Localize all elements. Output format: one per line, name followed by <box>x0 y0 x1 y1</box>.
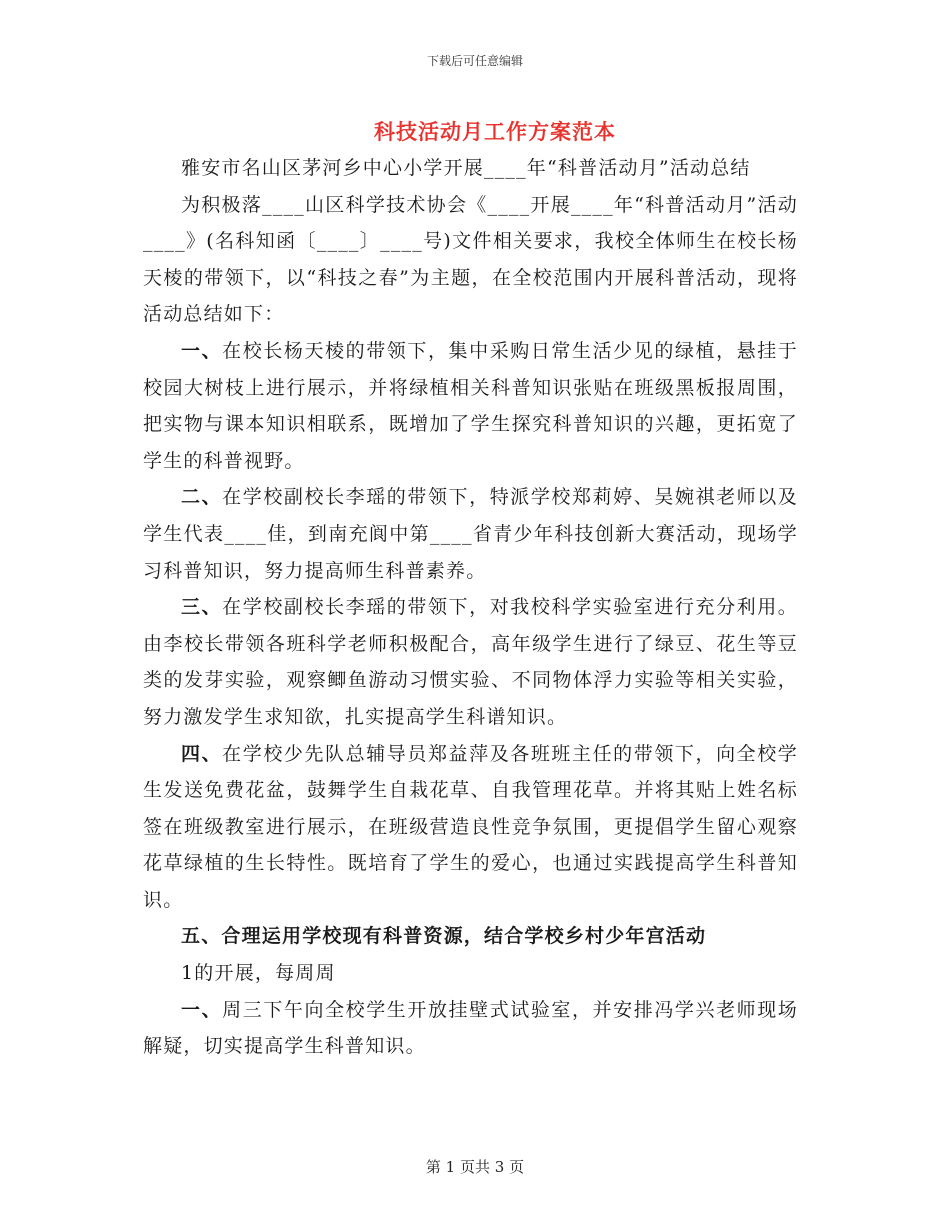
paragraph-item-3-text: 在学校副校长李瑶的带领下，对我校科学实验室进行充分利用。由李校长带领各班科学老师积极配合，高年级学生进行了绿豆、花生等豆类的发芽实验，观察鲫鱼游动习惯实验、不同物体浮力实验等相关实验，努力激发学生求知欲，扎实提高学生科谱知识。 <box>143 596 799 728</box>
paragraph-item-4-lead: 四、 <box>181 742 223 765</box>
page-number-footer: 第 1 页共 3 页 <box>425 1158 525 1176</box>
paragraph-item-1 <box>143 333 798 479</box>
paragraph-item-4 <box>143 736 798 919</box>
paragraph-item-3-lead: 三、 <box>181 596 223 619</box>
paragraph-item-2-lead: 二、 <box>181 486 223 509</box>
paragraph-item-5-text: 1的开展，每周周 <box>181 962 336 985</box>
paragraph-item-1-lead: 一、 <box>181 339 223 362</box>
paragraph-item-2-text: 在学校副校长李瑶的带领下，特派学校郑莉婷、吴婉祺老师以及学生代表____佳，到南充阆中第____省青少年科技创新大赛活动，现场学习科普知识，努力提高师生科普素养。 <box>143 486 799 582</box>
paragraph-item-4-text: 在学校少先队总辅导员郑益萍及各班班主任的带领下，向全校学生发送免费花盆，鼓舞学生自栽花草、自我管理花草。并将其贴上姓名标签在班级教室进行展示，在班级营造良性竞争氛围，更提倡学生留心观察花草绿植的生长特性。既培育了学生的爱心，也通过实践提高学生科普知识。 <box>143 742 799 911</box>
paragraph-intro: 为积极落____山区科学技术协会《____开展____年“科普活动月”活动____》(名科知函〔____〕____号)文件相关要求，我校全体师生在校长杨天棱的带领下，以“科技之春”为主题，在全校范围内开展科普活动，现将活动总结如下： <box>143 193 798 326</box>
paragraph-sub-item-1-lead: 一、 <box>181 998 223 1021</box>
document-title: 科技活动月工作方案范本 <box>374 119 616 144</box>
paragraph-item-5-heading: 五、合理运用学校现有科普资源，结合学校乡村少年宫活动 <box>181 925 707 948</box>
paragraph-intro-heading: 雅安市名山区茅河乡中心小学开展____年“科普活动月”活动总结 <box>181 157 751 179</box>
header-note: 下载后可任意编辑 <box>426 54 523 68</box>
paragraph-item-2 <box>143 479 798 589</box>
paragraph-sub-item-1 <box>143 992 798 1065</box>
paragraph-item-1-text: 在校长杨天棱的带领下，集中采购日常生活少见的绿植，悬挂于校园大树枝上进行展示，并将绿植相关科普知识张贴在班级黑板报周围，把实物与课本知识相联系，既增加了学生探究科普知识的兴趣，更拓宽了学生的科普视野。 <box>143 339 799 472</box>
paragraph-item-3 <box>143 589 798 735</box>
document-body <box>143 150 798 1065</box>
paragraph-sub-item-1-text: 周三下午向全校学生开放挂壁式试验室，并安排冯学兴老师现场解疑，切实提高学生科普知识。 <box>143 998 799 1058</box>
